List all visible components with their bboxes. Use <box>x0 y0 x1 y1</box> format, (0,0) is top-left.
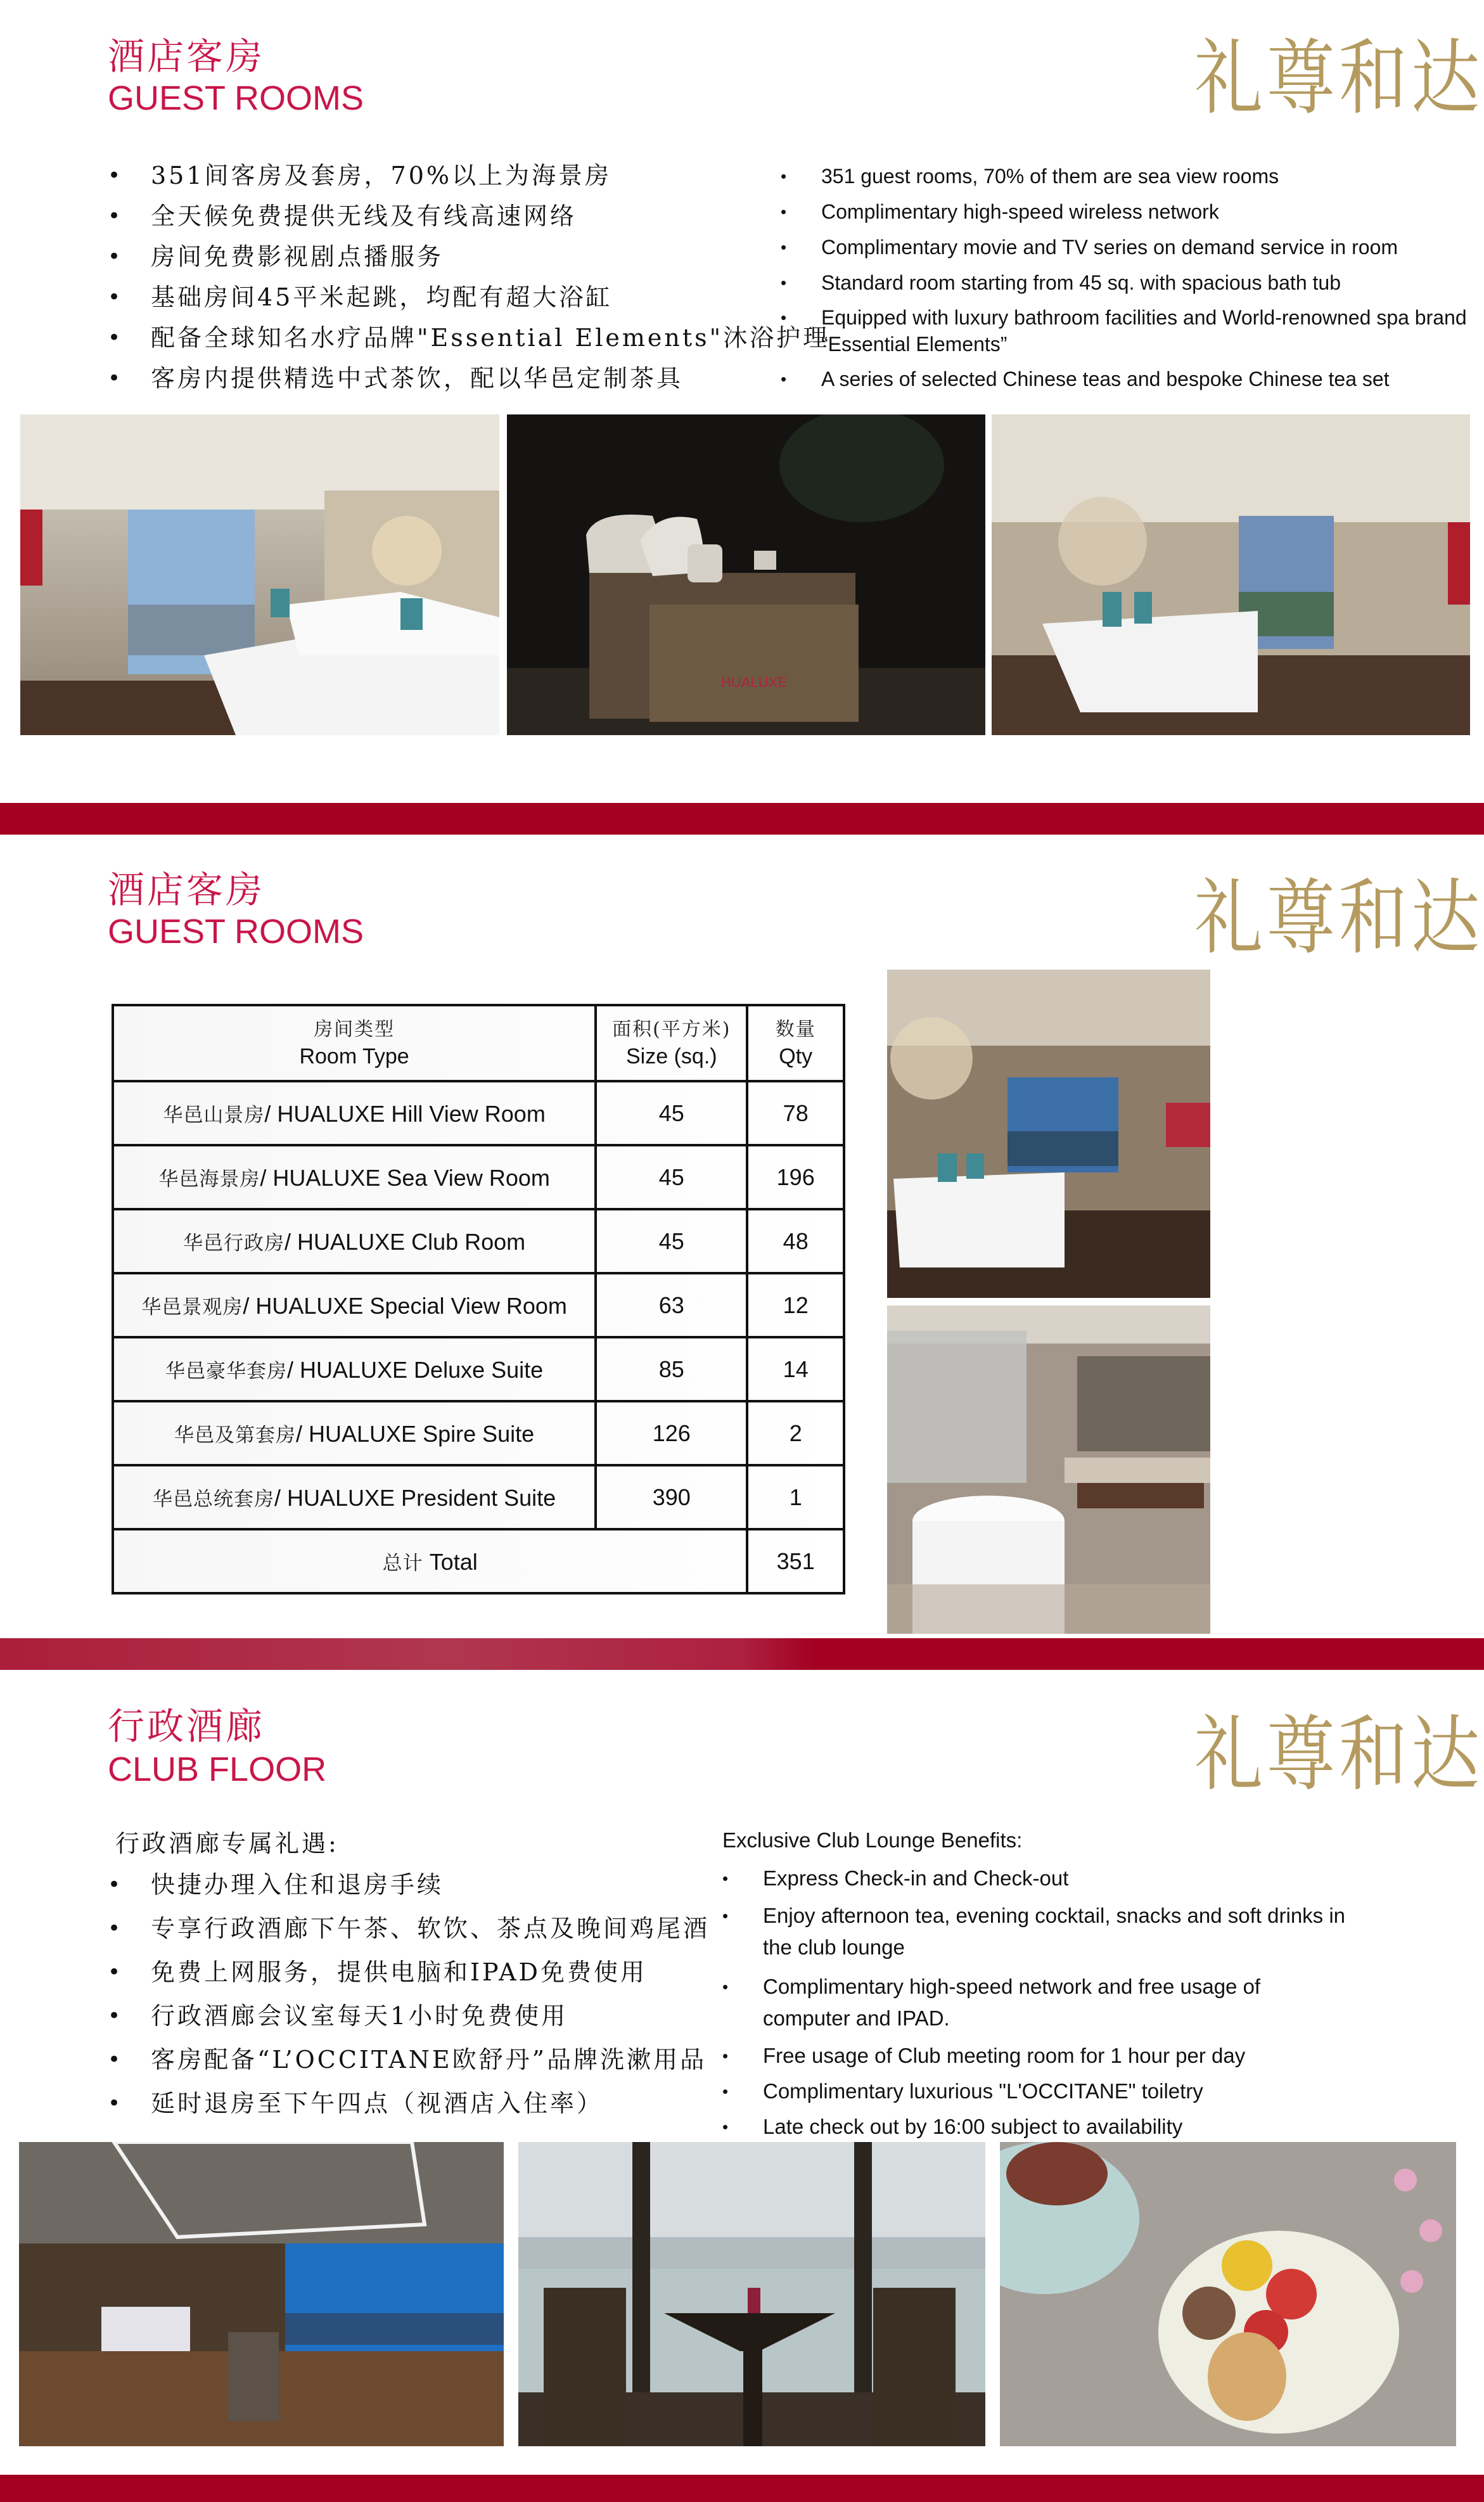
section-title-zh: 行政酒廊 <box>108 1705 265 1748</box>
feature-item-en: • Complimentary movie and TV series on demand service in room <box>781 233 1471 261</box>
benefit-item-en: • Enjoy afternoon tea, evening cocktail, snacks and soft drinks in the club lounge <box>722 1900 1356 1963</box>
size-cell: 45 <box>596 1209 747 1273</box>
feature-item-en: • 351 guest rooms, 70% of them are sea view rooms <box>781 162 1471 190</box>
table-row <box>113 1465 844 1529</box>
table-header-row <box>113 1005 844 1081</box>
room-types-table <box>112 1004 845 1594</box>
brand-logo: 礼尊和达 <box>1194 31 1484 127</box>
window-table-photo <box>518 2142 985 2446</box>
qty-cell: 48 <box>747 1209 844 1273</box>
section-title-en: GUEST ROOMS <box>108 913 364 951</box>
club-benefits-heading-en: Exclusive Club Lounge Benefits: <box>722 1828 1023 1852</box>
club-lounge-photo <box>19 2142 504 2446</box>
club-benefits-heading-zh: 行政酒廊专属礼遇: <box>115 1830 339 1857</box>
column-header-size: 面积(平方米) Size (sq.) <box>596 1005 747 1081</box>
qty-cell: 1 <box>747 1465 844 1529</box>
column-header-room-type: 房间类型 Room Type <box>113 1005 596 1081</box>
table-row <box>113 1081 844 1145</box>
section-divider-band <box>0 1638 1484 1670</box>
total-label-cell: 总计 Total <box>113 1529 747 1593</box>
bathroom-photo <box>887 1306 1210 1634</box>
size-cell: 45 <box>596 1145 747 1209</box>
size-cell: 45 <box>596 1081 747 1145</box>
club-benefits-list-zh <box>108 1863 729 2126</box>
size-cell: 390 <box>596 1465 747 1529</box>
benefit-item-zh: • 行政酒廊会议室每天1小时免费使用 <box>108 1994 729 2038</box>
feature-item-en: • Complimentary high-speed wireless network <box>781 198 1471 226</box>
benefit-item-en: • Complimentary luxurious "L'OCCITANE" toiletry <box>722 2077 1407 2105</box>
room-type-cell: 华邑山景房/ HUALUXE Hill View Room <box>113 1081 596 1145</box>
table-row <box>113 1145 844 1209</box>
club-benefits-list-en <box>722 1864 1407 2141</box>
section-title-zh: 酒店客房 <box>108 35 265 78</box>
table-total-row <box>113 1529 844 1593</box>
footer-band <box>0 2475 1484 2502</box>
size-cell: 63 <box>596 1273 747 1337</box>
benefit-item-en: • Complimentary high-speed network and free usage of computer and IPAD. <box>722 1971 1318 2034</box>
benefit-item-en: • Express Check-in and Check-out <box>722 1864 1407 1892</box>
feature-item-zh: • 房间免费影视剧点播服务 <box>108 236 779 277</box>
size-cell: 126 <box>596 1401 747 1465</box>
brand-logo: 礼尊和达 <box>1194 871 1484 966</box>
room-type-cell: 华邑海景房/ HUALUXE Sea View Room <box>113 1145 596 1209</box>
benefit-item-zh: • 客房配备“L’OCCITANE欧舒丹”品牌洗漱用品 <box>108 2038 729 2082</box>
feature-item-zh: • 全天候免费提供无线及有线高速网络 <box>108 196 779 236</box>
feature-item-zh: • 客房内提供精选中式茶饮，配以华邑定制茶具 <box>108 358 779 399</box>
qty-cell: 2 <box>747 1401 844 1465</box>
benefit-item-zh: • 延时退房至下午四点（视酒店入住率） <box>108 2082 729 2126</box>
feature-item-zh: • 基础房间45平米起跳，均配有超大浴缸 <box>108 277 779 318</box>
benefit-item-zh: • 专享行政酒廊下午茶、软饮、茶点及晚间鸡尾酒 <box>108 1907 729 1951</box>
table-row <box>113 1337 844 1401</box>
section-title-en: GUEST ROOMS <box>108 79 364 117</box>
qty-cell: 14 <box>747 1337 844 1401</box>
column-header-qty: 数量 Qty <box>747 1005 844 1081</box>
benefit-item-zh: • 免费上网服务，提供电脑和IPAD免费使用 <box>108 1951 729 1994</box>
section-title-en: CLUB FLOOR <box>108 1750 327 1788</box>
benefit-item-zh: • 快捷办理入住和退房手续 <box>108 1863 729 1907</box>
total-qty-cell: 351 <box>747 1529 844 1593</box>
room-type-cell: 华邑总统套房/ HUALUXE President Suite <box>113 1465 596 1529</box>
feature-item-en: • A series of selected Chinese teas and bespoke Chinese tea set <box>781 365 1471 393</box>
size-cell: 85 <box>596 1337 747 1401</box>
feature-item-en: • Standard room starting from 45 sq. with spacious bath tub <box>781 269 1471 297</box>
section-divider-band <box>0 803 1484 835</box>
features-list-en <box>781 162 1471 393</box>
table-row <box>113 1209 844 1273</box>
qty-cell: 78 <box>747 1081 844 1145</box>
benefit-item-en: • Late check out by 16:00 subject to availability <box>722 2113 1407 2141</box>
feature-item-zh: • 351间客房及套房，70%以上为海景房 <box>108 155 779 196</box>
table-row <box>113 1273 844 1337</box>
king-bed-room-photo <box>992 414 1470 735</box>
sea-view-bedroom-photo <box>887 970 1210 1298</box>
section-title-zh: 酒店客房 <box>108 868 265 911</box>
svg-text:HUALUXE: HUALUXE <box>721 674 787 690</box>
twin-bed-room-photo <box>20 414 499 735</box>
room-type-cell: 华邑行政房/ HUALUXE Club Room <box>113 1209 596 1273</box>
benefit-item-en: • Free usage of Club meeting room for 1 hour per day <box>722 2042 1407 2070</box>
room-type-cell: 华邑及第套房/ HUALUXE Spire Suite <box>113 1401 596 1465</box>
qty-cell: 12 <box>747 1273 844 1337</box>
room-type-cell: 华邑豪华套房/ HUALUXE Deluxe Suite <box>113 1337 596 1401</box>
feature-item-en: • Equipped with luxury bathroom facilities and World-renowned spa brand “Essential Elements” <box>781 304 1471 357</box>
tea-set-photo <box>507 414 985 735</box>
brand-logo: 礼尊和达 <box>1194 1707 1484 1803</box>
features-list-zh <box>108 155 830 399</box>
feature-item-zh: • 配备全球知名水疗品牌"Essential Elements"沐浴护理 <box>108 318 779 358</box>
qty-cell: 196 <box>747 1145 844 1209</box>
room-type-cell: 华邑景观房/ HUALUXE Special View Room <box>113 1273 596 1337</box>
afternoon-tea-photo <box>1000 2142 1456 2446</box>
table-row <box>113 1401 844 1465</box>
